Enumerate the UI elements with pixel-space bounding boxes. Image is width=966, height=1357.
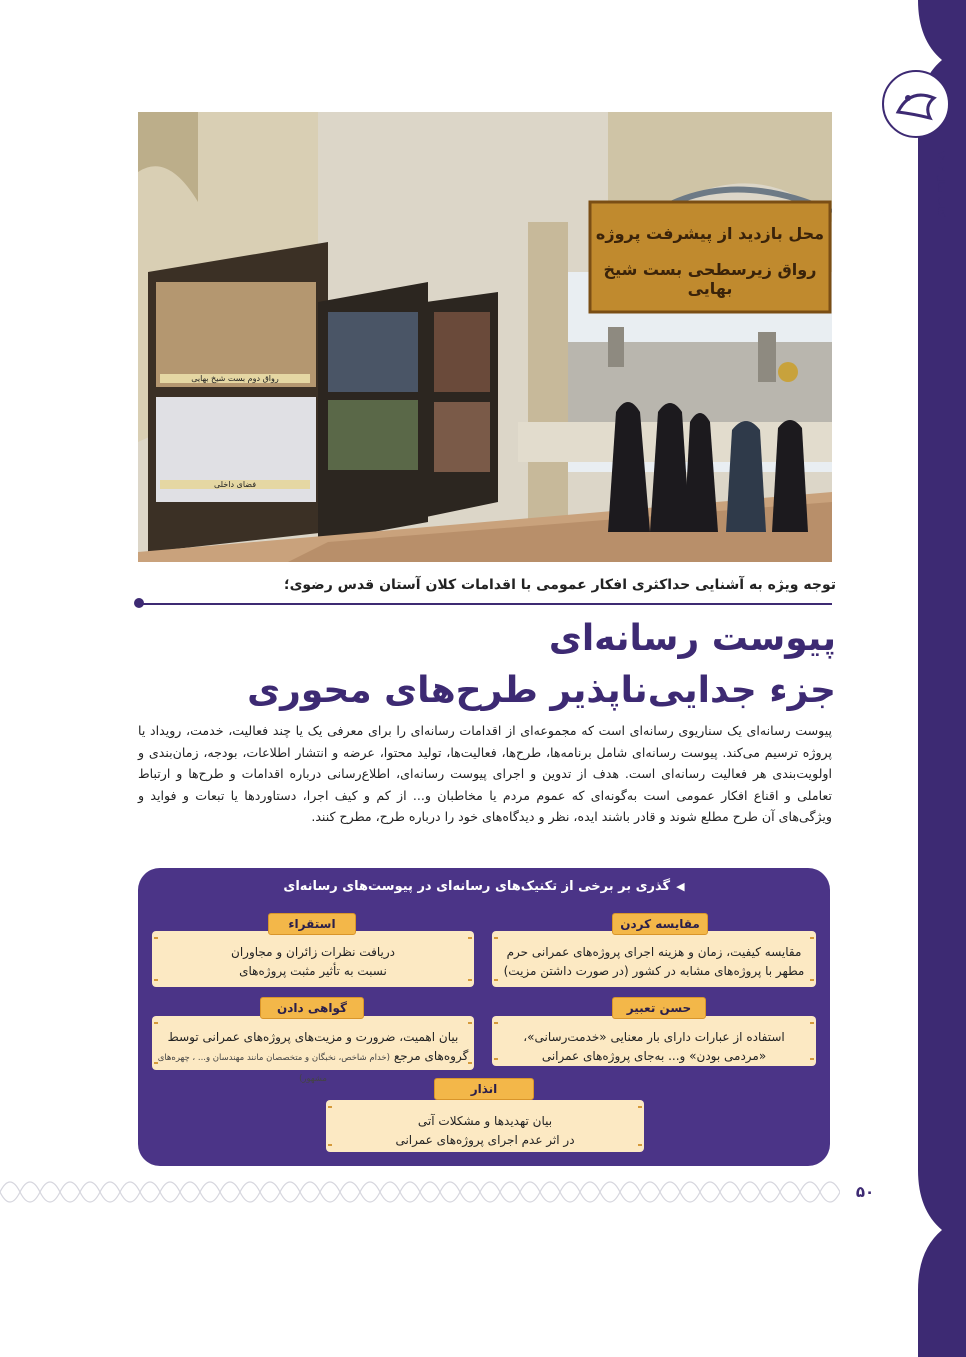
technique-line2: «مردمی بودن» و... به‌جای پروژه‌های عمرانی bbox=[541, 1049, 767, 1063]
technique-card-testimony bbox=[152, 1016, 474, 1084]
magazine-logo-icon bbox=[880, 68, 952, 140]
technique-line1: استفاده از عبارات دارای بار معنایی «خدمت‌رسانی»، bbox=[523, 1030, 785, 1044]
technique-line1: دریافت نظرات زائران و مجاوران bbox=[231, 945, 395, 959]
technique-line2: گروه‌های مرجع bbox=[393, 1049, 469, 1063]
article-kicker: توجه ویژه به آشنایی حداکثری افکار عمومی با اقدامات کلان آستان قدس رضوی؛ bbox=[283, 577, 836, 593]
technique-card-induction bbox=[152, 931, 474, 987]
technique-label-induction: استقراء bbox=[268, 913, 356, 935]
technique-card-compare bbox=[492, 931, 816, 987]
technique-label-compare: مقایسه کردن bbox=[612, 913, 708, 935]
technique-line2-wrap bbox=[152, 1047, 474, 1089]
technique-card-euphemism bbox=[492, 1016, 816, 1066]
triangle-bullet-icon: ◀ bbox=[676, 880, 685, 893]
photo-illustration bbox=[138, 112, 832, 562]
article-title-line1: پیوست رسانه‌ای bbox=[548, 618, 836, 659]
technique-label-euphemism: حسن تعبیر bbox=[612, 997, 706, 1019]
technique-label-warning: انذار bbox=[434, 1078, 534, 1100]
decorative-pattern bbox=[0, 1172, 840, 1212]
technique-line1: مقایسه کیفیت، زمان و هزینه اجرای پروژه‌های عمرانی حرم bbox=[506, 945, 802, 959]
technique-line1: بیان تهدیدها و مشکلات آتی bbox=[417, 1114, 553, 1128]
technique-note: (خدام شاخص، نخبگان و متخصصان مانند مهندسان و... ، چهره‌های مشهور) bbox=[157, 1053, 390, 1084]
techniques-header-text: گذری بر برخی از تکنیک‌های رسانه‌ای در پیوست‌های رسانه‌ای bbox=[283, 879, 671, 894]
article-body: پیوست رسانه‌ای یک سناریوی رسانه‌ای است که مجموعه‌ای از اقدامات رسانه‌ای را برای معرفی یک یا چند فعالیت، خدمت، رویداد یا پروژه ترسیم می‌کند. پیوست رسانه‌ای شامل برنامه‌ها، طرح‌ها، فعالیت‌ها، تولید محتوا، عرضه و انتشار اطلاعات، بودجه، زمان‌بندی و اولویت‌بندی هر فعالیت رسانه‌ای است. هدف از تدوین و اجرای پیوست رسانه‌ای، اطلاع‌رسانی درباره اقدامات و طرح‌ها و ارتباط تعاملی و اقناع افکار عمومی است به‌گونه‌ای که عموم مردم یا مخاطبان و... از کم و کیف اجرا، دستاوردها یا تبعات و فواید و ویژگی‌های آن طرح مطلع شوند و قادر باشند ایده، نظر و دیدگاه‌های خود را درباره طرح، مطرح کنند. bbox=[138, 723, 832, 824]
technique-line2: مطهر با پروژه‌های مشابه در کشور (در صورت داشتن مزیت) bbox=[503, 964, 805, 978]
kicker-divider bbox=[138, 603, 832, 605]
technique-line1: بیان اهمیت، ضرورت و مزیت‌های پروژه‌های عمرانی توسط bbox=[167, 1030, 459, 1044]
technique-card-warning bbox=[326, 1100, 644, 1152]
banner-line1: محل بازدید از پیشرفت پروژه bbox=[595, 224, 825, 243]
poster-caption-1: رواق دوم بست شیخ بهایی bbox=[160, 374, 310, 383]
exhibition-photo bbox=[138, 112, 832, 562]
banner-line2: رواق زیرسطحی بست شیخ بهایی bbox=[603, 260, 817, 298]
technique-label-testimony: گواهی دادن bbox=[260, 997, 364, 1019]
page-number: ۵۰ bbox=[855, 1183, 875, 1201]
divider-dot bbox=[134, 598, 144, 608]
article-title-line2: جزء جدایی‌ناپذیر طرح‌های محوری bbox=[247, 670, 836, 711]
techniques-header bbox=[138, 879, 830, 894]
yearbook-label: کتاب سال ۱۴۰۲ bbox=[935, 150, 946, 217]
technique-line2: در اثر عدم اجرای پروژه‌های عمرانی bbox=[395, 1133, 575, 1147]
poster-caption-2: فضای داخلی bbox=[160, 480, 310, 489]
technique-line2: نسبت به تأثیر مثبت پروژه‌های bbox=[239, 964, 387, 978]
